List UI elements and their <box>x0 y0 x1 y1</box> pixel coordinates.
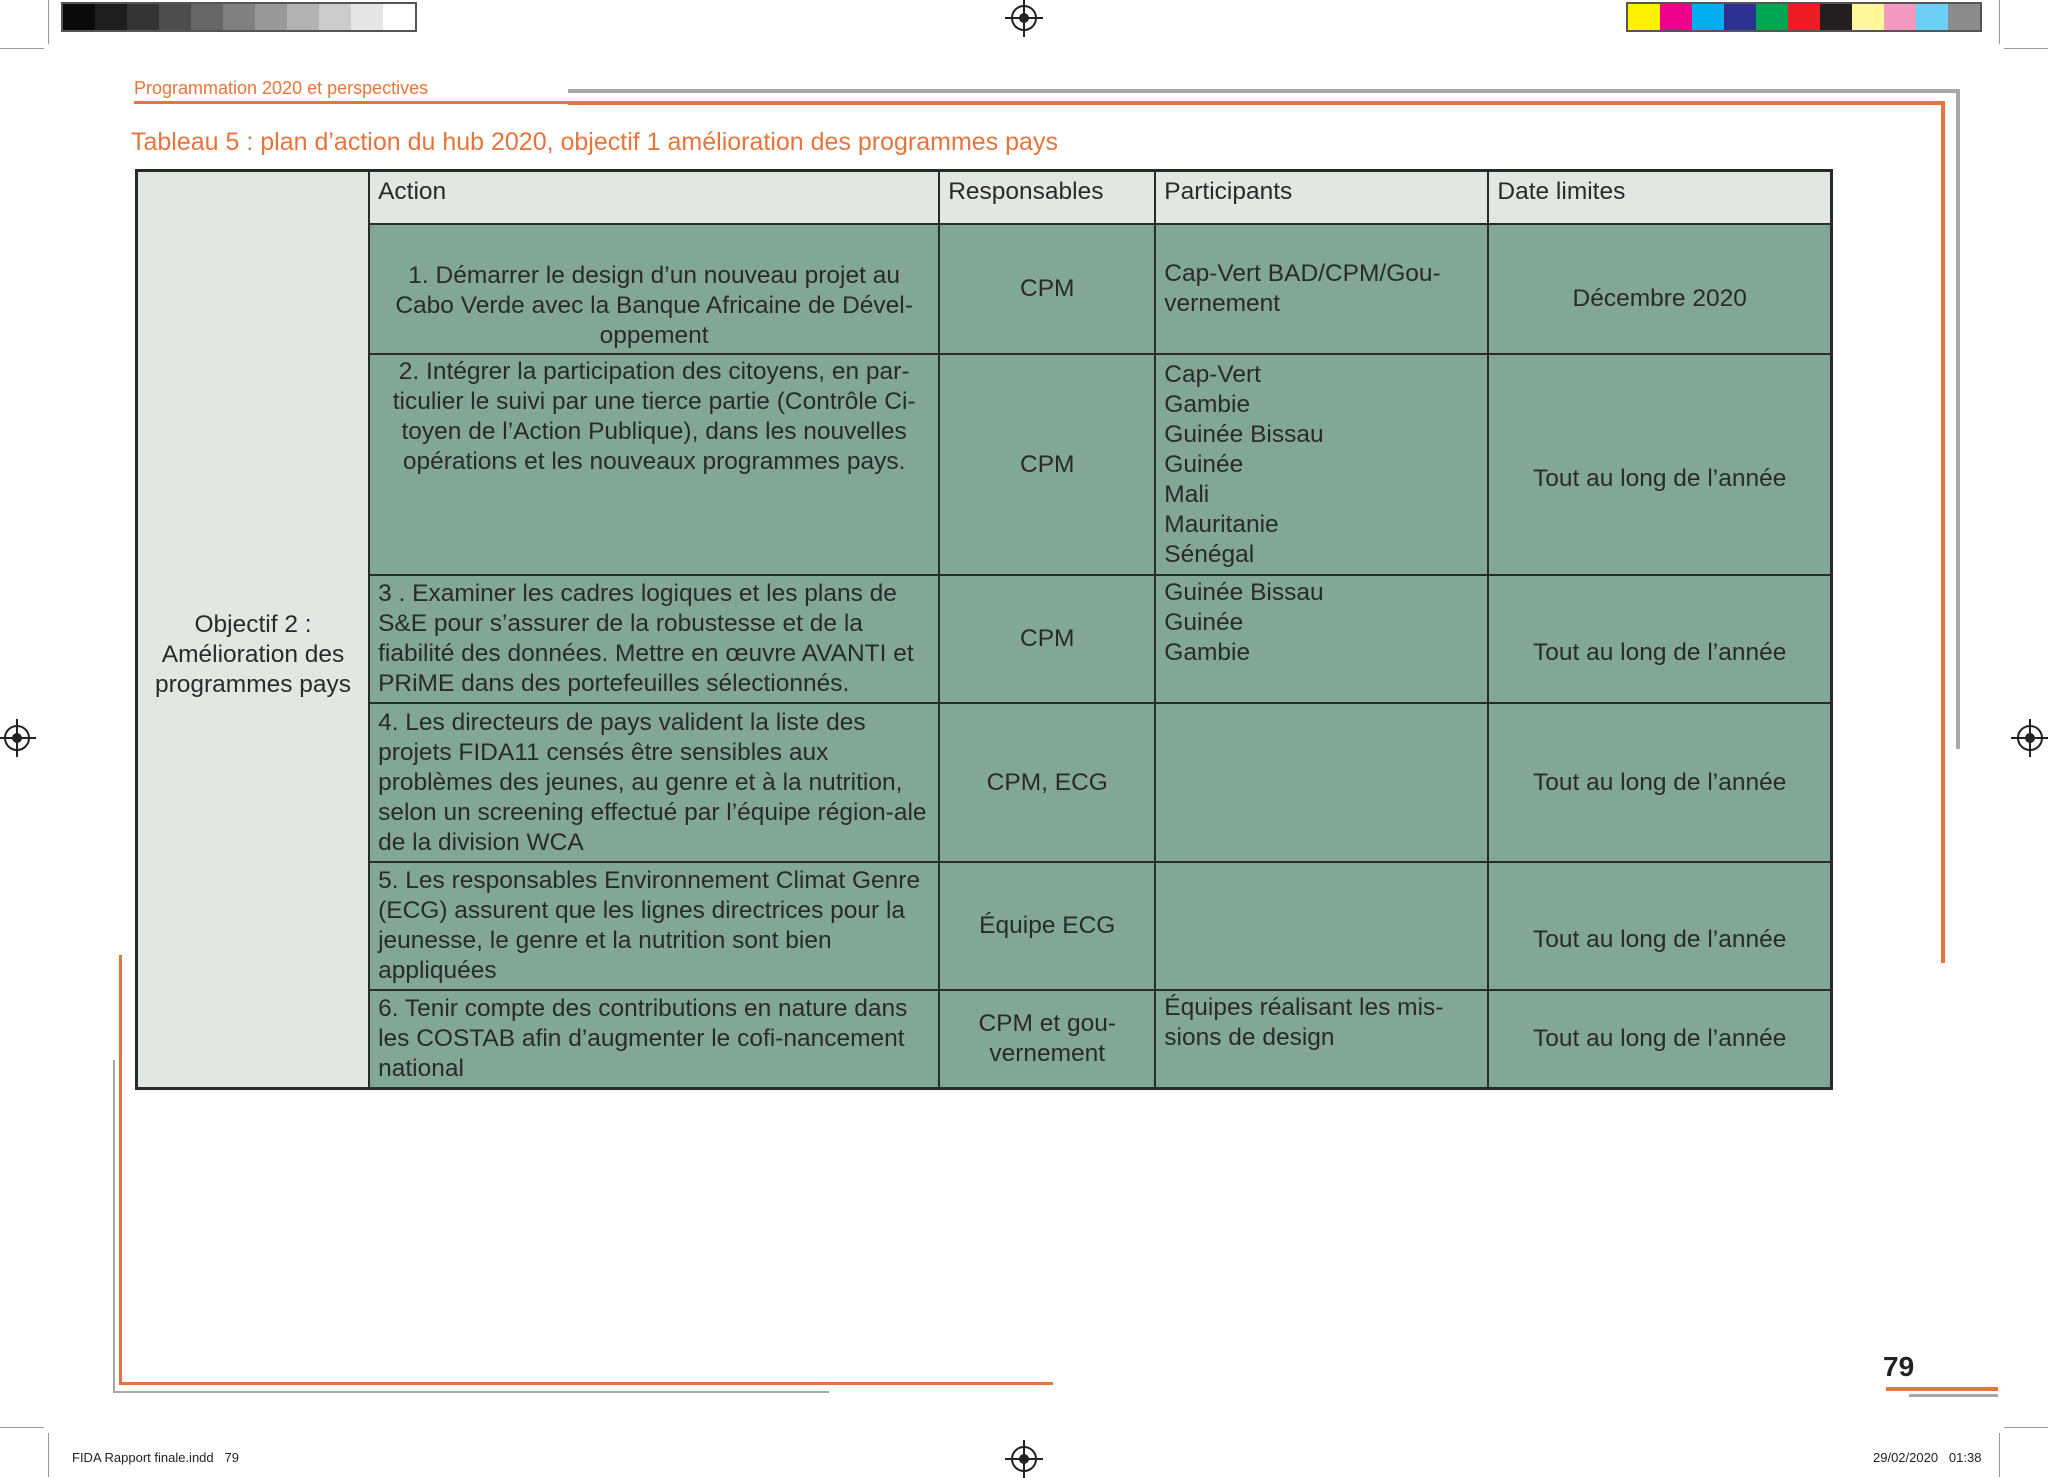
action-cell: 2. Intégrer la participation des citoyens, en par-ticulier le suivi par une tierce partie (Contrôle Ci-toyen de l’Action Publique), dans les nouvelles opérations et les nouveaux programmes pays. <box>369 354 939 575</box>
registration-mark-icon <box>1011 1446 1037 1472</box>
color-swatch <box>1884 4 1916 30</box>
gray-swatch <box>255 4 287 30</box>
date-cell: Tout au long de l’année <box>1488 575 1831 703</box>
action-cell: 5. Les responsables Environnement Climat Genre (ECG) assurent que les lignes directrices pour la jeunesse, le genre et la nutrition sont bien appliquées <box>369 862 939 990</box>
grayscale-swatch-bar <box>61 2 417 32</box>
responsables-cell: CPM <box>939 575 1155 703</box>
frame-rule-gray-bottom <box>113 1391 829 1393</box>
crop-mark <box>2004 1427 2048 1428</box>
objective-cell <box>137 224 370 1088</box>
responsables-cell: CPM <box>939 354 1155 575</box>
gray-swatch <box>95 4 127 30</box>
column-header-responsables: Responsables <box>939 171 1155 225</box>
crop-mark <box>2004 48 2048 49</box>
page-number: 79 <box>1883 1351 1915 1382</box>
date-cell: Tout au long de l’année <box>1488 354 1831 575</box>
gray-swatch <box>63 4 95 30</box>
action-cell: 4. Les directeurs de pays valident la liste des projets FIDA11 censés être sensibles aux problèmes des jeunes, au genre et à la nutrition, selon un screening effectué par l’équipe région-ale de la division WCA <box>369 703 939 862</box>
date-cell: Tout au long de l’année <box>1488 862 1831 990</box>
table-row <box>137 703 1832 862</box>
color-swatch <box>1724 4 1756 30</box>
gray-swatch <box>191 4 223 30</box>
responsables-cell: CPM et gou-vernement <box>939 990 1155 1088</box>
gray-swatch <box>159 4 191 30</box>
color-swatch <box>1756 4 1788 30</box>
frame-rule-orange-vertical <box>1941 101 1945 963</box>
frame-rule-gray-left <box>113 1060 115 1392</box>
color-swatch <box>1660 4 1692 30</box>
color-swatch <box>1628 4 1660 30</box>
action-cell: 6. Tenir compte des contributions en nature dans les COSTAB afin d’augmenter le cofi-nancement national <box>369 990 939 1088</box>
responsables-cell: CPM <box>939 224 1155 354</box>
frame-rule-orange-bottom <box>119 1382 1053 1385</box>
registration-mark-icon <box>1011 5 1037 31</box>
gray-swatch <box>127 4 159 30</box>
color-swatch-bar <box>1626 2 1982 32</box>
color-swatch <box>1692 4 1724 30</box>
date-cell: Décembre 2020 <box>1488 224 1831 354</box>
table-caption: Tableau 5 : plan d’action du hub 2020, objectif 1 amélioration des programmes pays <box>131 128 1058 156</box>
participants-cell <box>1155 703 1488 862</box>
participant-item: Mali <box>1164 480 1210 508</box>
date-cell: Tout au long de l’année <box>1488 703 1831 862</box>
participant-item: Guinée Bissau <box>1164 579 1324 606</box>
table-row <box>137 575 1832 703</box>
participant-item: Guinée <box>1164 450 1244 478</box>
participant-item: Mauritanie <box>1164 510 1279 538</box>
action-cell: 3 . Examiner les cadres logiques et les plans de S&E pour s’assurer de la robustesse et de la fiabilité des données. Mettre en œuvre AVANTI et PRiME dans des portefeuilles sélectionnés. <box>369 575 939 703</box>
objective-line: programmes pays <box>154 671 352 699</box>
crop-mark <box>48 0 49 44</box>
gray-swatch <box>383 4 415 30</box>
crop-mark <box>1999 0 2000 44</box>
participant-item: Cap-Vert <box>1164 360 1261 388</box>
column-header-action: Action <box>369 171 939 225</box>
crop-mark <box>48 1433 49 1477</box>
objective-header-cell <box>137 171 370 225</box>
table-header-row <box>137 171 1832 225</box>
color-swatch <box>1788 4 1820 30</box>
gray-swatch <box>319 4 351 30</box>
table-row <box>137 354 1832 575</box>
table-row <box>137 990 1832 1088</box>
participant-item: vernement <box>1164 290 1281 317</box>
participants-cell <box>1155 990 1488 1088</box>
table-row <box>137 224 1832 354</box>
footer-timestamp: 29/02/2020 01:38 <box>1873 1450 1982 1465</box>
registration-mark-icon <box>2017 725 2043 751</box>
page-number-rule-orange <box>1886 1387 1998 1391</box>
participants-cell <box>1155 354 1488 575</box>
objective-line: Amélioration des <box>161 641 345 669</box>
page-number-rule-gray <box>1909 1394 1998 1397</box>
participants-cell <box>1155 862 1488 990</box>
frame-rule-gray <box>1956 89 1960 749</box>
footer-file-name: FIDA Rapport finale.indd 79 <box>72 1450 239 1465</box>
participant-item: sions de design <box>1164 1024 1335 1051</box>
frame-rule-orange <box>568 101 1945 105</box>
header-rule-gray <box>568 89 1960 93</box>
header-rule-orange <box>134 101 568 104</box>
color-swatch <box>1820 4 1852 30</box>
gray-swatch <box>351 4 383 30</box>
participants-cell <box>1155 575 1488 703</box>
crop-mark <box>0 48 44 49</box>
gray-swatch <box>223 4 255 30</box>
crop-mark <box>0 1427 44 1428</box>
action-plan-table <box>135 169 1833 1090</box>
participant-item: Guinée <box>1164 609 1244 636</box>
column-header-participants: Participants <box>1155 171 1488 225</box>
color-swatch <box>1852 4 1884 30</box>
participant-item: Gambie <box>1164 639 1251 666</box>
action-cell: 1. Démarrer le design d’un nouveau projet au Cabo Verde avec la Banque Africaine de Dével-oppement <box>369 224 939 354</box>
registration-mark-icon <box>4 725 30 751</box>
participant-item: Gambie <box>1164 390 1251 418</box>
responsables-cell: CPM, ECG <box>939 703 1155 862</box>
responsables-cell: Équipe ECG <box>939 862 1155 990</box>
participant-item: Sénégal <box>1164 540 1255 568</box>
participant-item: Équipes réalisant les mis- <box>1164 994 1444 1021</box>
participant-item: Cap-Vert BAD/CPM/Gou- <box>1164 260 1441 287</box>
gray-swatch <box>287 4 319 30</box>
running-header: Programmation 2020 et perspectives <box>134 78 429 98</box>
table-row <box>137 862 1832 990</box>
objective-line: Objectif 2 : <box>194 611 312 639</box>
color-swatch <box>1916 4 1948 30</box>
date-cell: Tout au long de l’année <box>1488 990 1831 1088</box>
participant-item: Guinée Bissau <box>1164 420 1324 448</box>
crop-mark <box>1999 1433 2000 1477</box>
frame-rule-orange-left <box>119 955 122 1385</box>
column-header-date: Date limites <box>1488 171 1831 225</box>
color-swatch <box>1948 4 1980 30</box>
participants-cell <box>1155 224 1488 354</box>
